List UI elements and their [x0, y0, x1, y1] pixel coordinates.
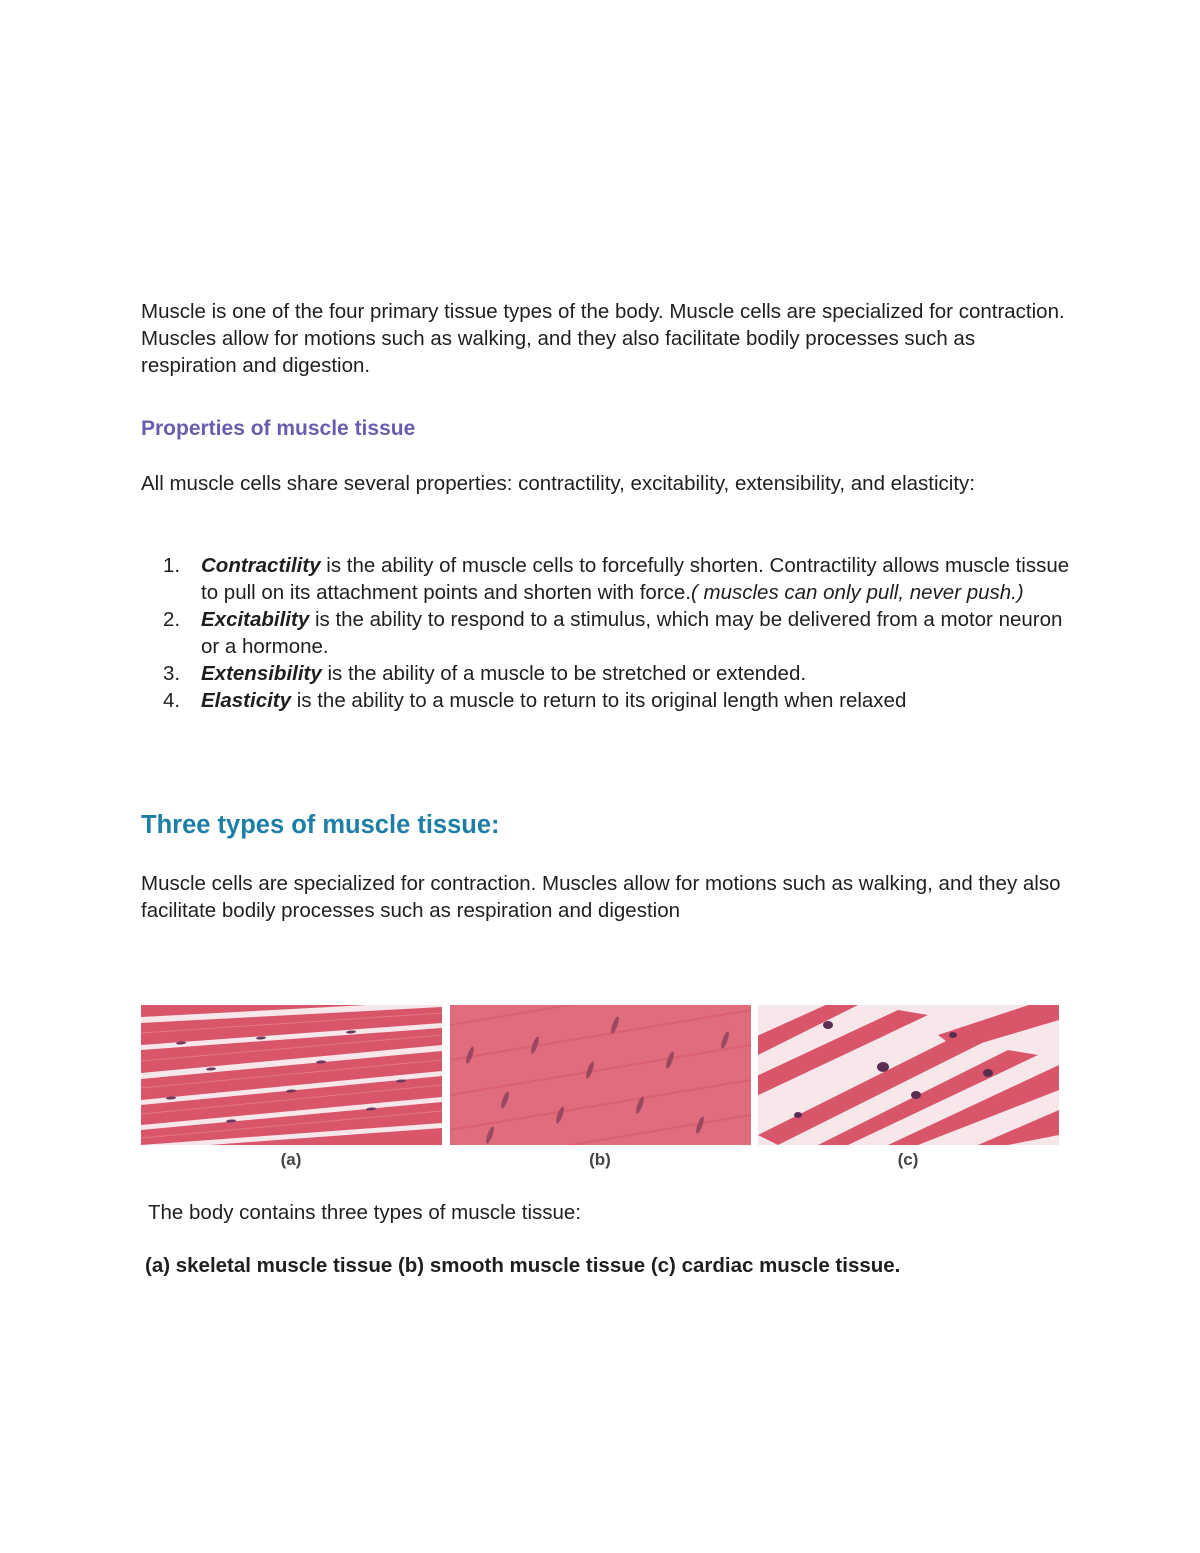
figure-label-a: (a)	[280, 1150, 302, 1169]
list-number: 1.	[163, 554, 181, 577]
properties-list	[141, 552, 1071, 714]
property-term: Elasticity	[201, 689, 292, 712]
property-description: is the ability to a muscle to return to its original length when relaxed	[291, 689, 907, 712]
list-number: 3.	[163, 662, 181, 685]
list-item	[141, 687, 1071, 714]
properties-heading: Properties of muscle tissue	[141, 417, 416, 440]
figure-caption-intro: The body contains three types of muscle tissue:	[148, 1201, 582, 1224]
properties-intro-paragraph: All muscle cells share several properties: contractility, excitability, extensibility, and elasticity:	[141, 472, 975, 495]
property-description: is the ability of muscle cells to forcefully shorten. Contractility allows muscle tissue to pull on its attachment points and shorten with force.	[201, 554, 1070, 604]
list-item	[141, 552, 1071, 606]
property-term: Contractility	[201, 554, 321, 577]
list-number: 2.	[163, 608, 181, 631]
list-item	[141, 660, 1071, 687]
micrograph-figure	[141, 1005, 1059, 1145]
figure-label-b: (b)	[589, 1150, 611, 1169]
property-term: Extensibility	[201, 662, 322, 685]
figure-label-c: (c)	[897, 1150, 919, 1169]
property-aside: ( muscles can only pull, never push.)	[691, 581, 1024, 604]
muscle-types-intro-paragraph: Muscle cells are specialized for contraction. Muscles allow for motions such as walking, and they also facilitate bodily processes such as respiration and digestion	[141, 872, 1061, 922]
muscle-types-heading: Three types of muscle tissue:	[141, 811, 500, 839]
skeletal-muscle-micrograph	[141, 1005, 442, 1145]
property-description: is the ability to respond to a stimulus, which may be delivered from a motor neuron or a hormone.	[201, 608, 1063, 658]
smooth-muscle-micrograph	[450, 1005, 751, 1145]
property-description: is the ability of a muscle to be stretched or extended.	[321, 662, 807, 685]
list-item	[141, 606, 1071, 660]
cardiac-muscle-micrograph	[758, 1005, 1059, 1145]
list-number: 4.	[163, 689, 181, 712]
figure-caption-types: (a) skeletal muscle tissue (b) smooth muscle tissue (c) cardiac muscle tissue.	[145, 1254, 901, 1277]
intro-paragraph: Muscle is one of the four primary tissue types of the body. Muscle cells are specialized for contraction. Muscles allow for motions such as walking, and they also facilitate bodily processes such as respiration and digestion.	[141, 300, 1065, 377]
property-term: Excitability	[201, 608, 310, 631]
